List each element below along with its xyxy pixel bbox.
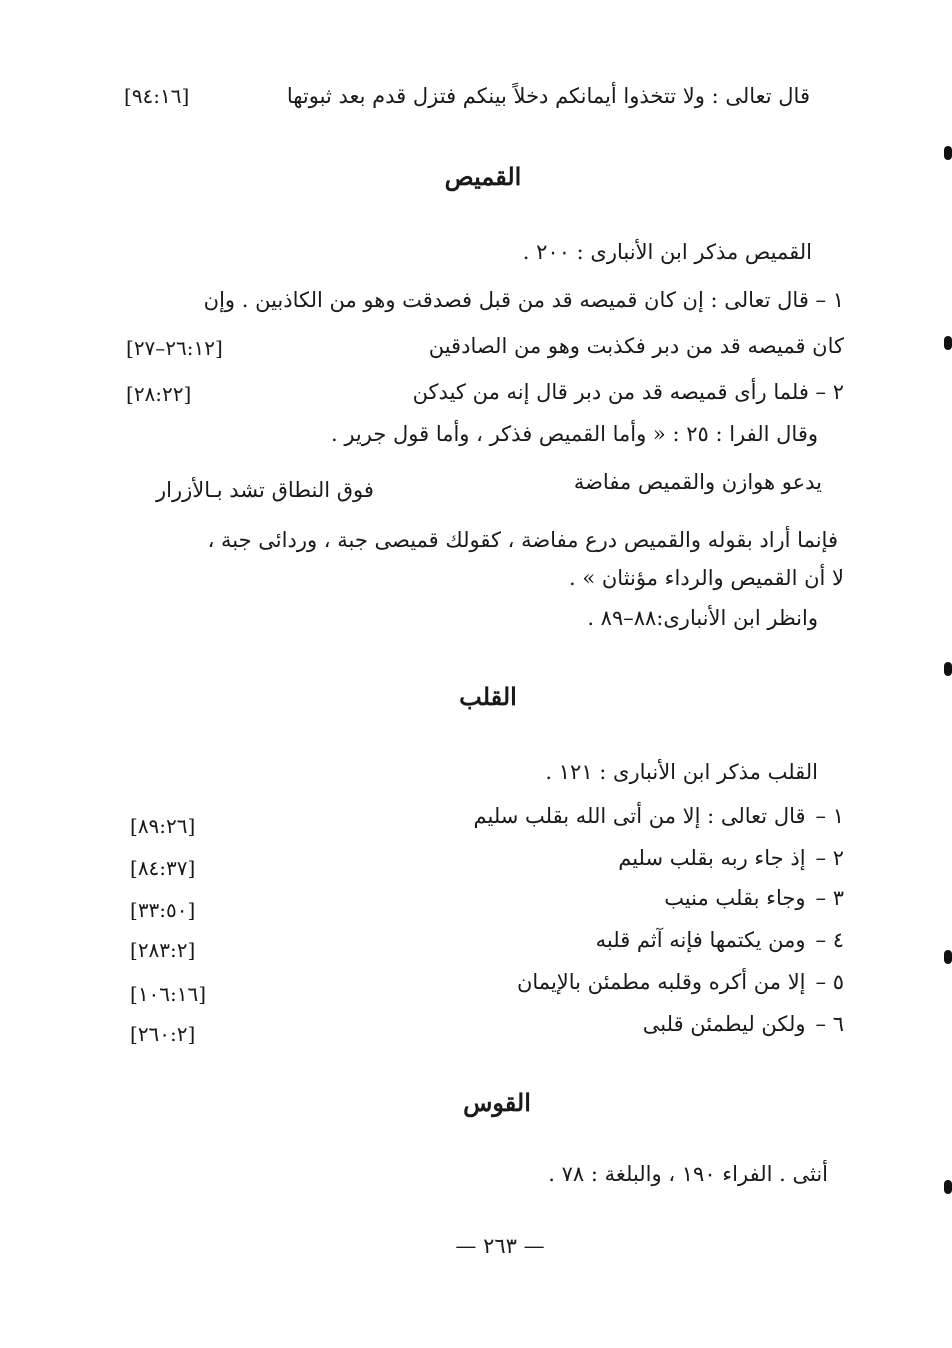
verse-number: ٢ –	[815, 846, 844, 870]
verse-ref: [٢٦٠:٢]	[130, 1022, 196, 1046]
verse-ref: [١٠٦:١٦]	[130, 982, 207, 1006]
qamis-entry2-ref: [٢٨:٢٢]	[126, 382, 192, 406]
verse-text: وجاء بقلب منيب	[664, 886, 806, 910]
qamis-explanation-line2: لا أن القميص والرداء مؤنثان » .	[569, 566, 844, 590]
qamis-explanation-line1: فإنما أراد بقوله والقميص درع مفاضة ، كقولك قميصى جبة ، وردائى جبة ،	[207, 528, 838, 552]
top-verse-text: قال تعالى : ولا تتخذوا أيمانكم دخلاً بينكم فتزل قدم بعد ثبوتها	[286, 84, 810, 108]
verse-number: ٥ –	[815, 970, 844, 994]
verse-ref: [٢٨٣:٢]	[130, 938, 196, 962]
verse-ref: [٨٤:٣٧]	[130, 856, 196, 880]
poem-second-hemistich: فوق النطاق تشد بـالأزرار	[156, 478, 374, 502]
verse-text: قال تعالى : إلا من أتى الله بقلب سليم	[473, 804, 806, 828]
qamis-entry1-ref: [٢٦:١٢–٢٧]	[126, 336, 223, 360]
qalb-intro: القلب مذكر ابن الأنبارى : ١٢١ .	[545, 760, 818, 784]
scan-edge-mark	[944, 1180, 952, 1194]
page-number: — ٢٦٣ —	[455, 1234, 545, 1258]
scan-edge-mark	[944, 336, 952, 350]
verse-number: ٦ –	[815, 1012, 844, 1036]
poem-first-hemistich: يدعو هوازن والقميص مفاضة	[573, 470, 822, 494]
section-heading-qaws: القوس	[463, 1088, 531, 1117]
section-heading-qalb: القلب	[459, 682, 517, 711]
scan-edge-mark	[944, 662, 952, 676]
qamis-farra-quote: وقال الفرا : ٢٥ : « وأما القميص فذكر ، وأما قول جرير .	[330, 422, 818, 446]
qamis-entry1-line1: ١ – قال تعالى : إن كان قميصه قد من قبل فصدقت وهو من الكاذبين . وإن	[203, 288, 844, 312]
verse-number: ٤ –	[815, 928, 844, 952]
qamis-entry2: ٢ – فلما رأى قميصه قد من دبر قال إنه من كيدكن	[412, 380, 844, 404]
verse-text: ولكن ليطمئن قلبى	[642, 1012, 806, 1036]
qamis-entry1-line2: كان قميصه قد من دبر فكذبت وهو من الصادقين	[428, 334, 844, 358]
verse-text: إلا من أكره وقلبه مطمئن بالإيمان	[516, 970, 806, 994]
verse-ref: [٨٩:٢٦]	[130, 814, 196, 838]
qaws-intro: أنثى . الفراء ١٩٠ ، والبلغة : ٧٨ .	[548, 1162, 828, 1186]
qamis-see-also: وانظر ابن الأنبارى:٨٨–٨٩ .	[587, 606, 818, 630]
scan-edge-mark	[944, 950, 952, 964]
verse-text: ومن يكتمها فإنه آثم قلبه	[595, 928, 806, 952]
verse-ref: [٣٣:٥٠]	[130, 898, 196, 922]
verse-number: ٣ –	[815, 886, 844, 910]
top-verse-ref: [٩٤:١٦]	[124, 84, 190, 108]
section-heading-qamis: القميص	[444, 162, 522, 191]
scan-edge-mark	[944, 146, 952, 160]
verse-text: إذ جاء ربه بقلب سليم	[618, 846, 806, 870]
qamis-intro: القميص مذكر ابن الأنبارى : ٢٠٠ .	[522, 240, 812, 264]
verse-number: ١ –	[815, 804, 844, 828]
